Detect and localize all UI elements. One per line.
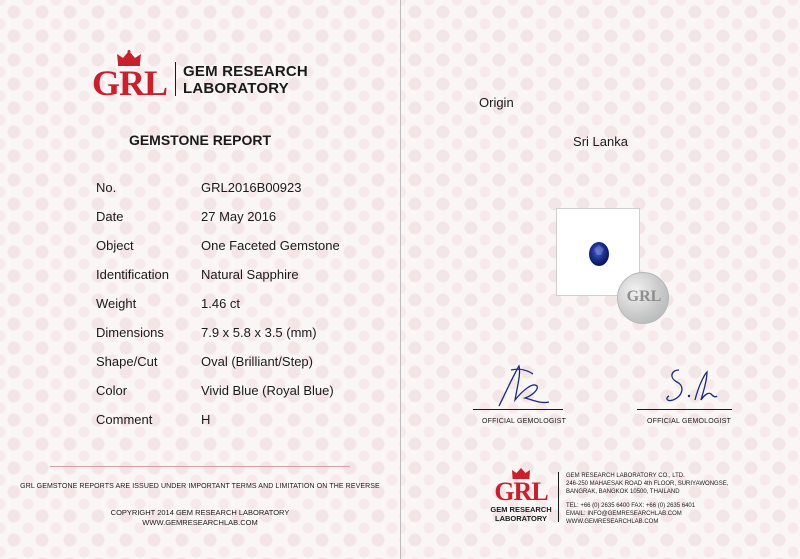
signature-right xyxy=(659,360,719,410)
field-label: Date xyxy=(96,209,124,224)
divider-line xyxy=(50,466,350,467)
grl-logo-mark xyxy=(92,50,172,103)
field-value: 7.9 x 5.8 x 3.5 (mm) xyxy=(201,325,317,340)
field-row-object xyxy=(96,238,376,258)
field-value: One Faceted Gemstone xyxy=(201,238,340,253)
field-value: GRL2016B00923 xyxy=(201,180,302,195)
field-row-color xyxy=(96,383,376,403)
field-label: Comment xyxy=(96,412,153,427)
field-row-date xyxy=(96,209,376,229)
signature-right-line xyxy=(637,409,732,410)
copyright-line: COPYRIGHT 2014 GEM RESEARCH LABORATORY xyxy=(110,508,290,517)
company-address xyxy=(566,472,728,526)
address-tel: TEL: +66 (0) 2635 6400 FAX: +66 (0) 2635 6401 xyxy=(566,503,696,509)
origin-label: Origin xyxy=(479,95,514,110)
field-value: Oval (Brilliant/Step) xyxy=(201,354,313,369)
field-value: 27 May 2016 xyxy=(201,209,277,224)
grl-logo-letters: GRL xyxy=(92,63,168,103)
logo-name-line2: LABORATORY xyxy=(183,80,289,97)
field-label: Identification xyxy=(96,267,169,282)
field-label: Shape/Cut xyxy=(96,354,158,369)
report-title: GEMSTONE REPORT xyxy=(128,132,272,148)
footer-grl-logo xyxy=(489,467,569,523)
address-web: WWW.GEMRESEARCHLAB.COM xyxy=(566,519,659,525)
field-label: Color xyxy=(96,383,128,398)
origin-value: Sri Lanka xyxy=(573,134,628,149)
field-label: No. xyxy=(96,180,117,195)
footer-logo-name-line1: GEM RESEARCH xyxy=(490,505,552,514)
field-label: Weight xyxy=(96,296,137,311)
copyright-block xyxy=(0,508,400,528)
address-email: EMAIL: INFO@GEMRESEARCHLAB.COM xyxy=(566,511,682,517)
footer-logo-letters: GRL xyxy=(494,477,548,506)
field-label: Object xyxy=(96,238,134,253)
address-line: GEM RESEARCH LABORATORY CO., LTD. xyxy=(566,473,685,479)
field-row-comment xyxy=(96,412,376,432)
field-row-shape-cut xyxy=(96,354,376,374)
footer-logo-name-line2: LABORATORY xyxy=(495,514,547,523)
signature-left-line xyxy=(473,409,563,410)
website-line: WWW.GEMRESEARCHLAB.COM xyxy=(142,518,258,527)
address-line: 246-250 MAHAESAK ROAD 4th FLOOR, SURIYAWONGSE, xyxy=(566,481,729,487)
logo-name-line1: GEM RESEARCH xyxy=(183,63,308,80)
field-row-weight xyxy=(96,296,376,316)
signature-right-label: OFFICIAL GEMOLOGIST xyxy=(647,418,732,425)
signature-left-label: OFFICIAL GEMOLOGIST xyxy=(482,418,567,425)
grl-logo xyxy=(92,50,332,103)
field-value: 1.46 ct xyxy=(201,296,241,311)
sapphire-gem-icon xyxy=(588,241,610,267)
hologram-text: GRL xyxy=(626,288,662,305)
report-right-page xyxy=(401,0,800,559)
field-row-dimensions xyxy=(96,325,376,345)
field-value: H xyxy=(201,412,211,427)
field-row-identification xyxy=(96,267,376,287)
logo-company-name xyxy=(183,63,308,97)
field-value: Vivid Blue (Royal Blue) xyxy=(201,383,334,398)
footer-divider xyxy=(558,472,559,522)
address-line: BANGRAK, BANGKOK 10500, THAILAND xyxy=(566,489,680,495)
footer-logo-name xyxy=(489,505,553,523)
hologram-seal-icon xyxy=(617,272,669,324)
field-label: Dimensions xyxy=(96,325,164,340)
signature-left xyxy=(493,360,553,410)
logo-divider xyxy=(175,62,176,96)
field-row-no xyxy=(96,180,376,200)
terms-notice: GRL GEMSTONE REPORTS ARE ISSUED UNDER IMPORTANT TERMS AND LIMITATION ON THE REVERSE xyxy=(20,483,380,490)
field-value: Natural Sapphire xyxy=(201,267,299,282)
